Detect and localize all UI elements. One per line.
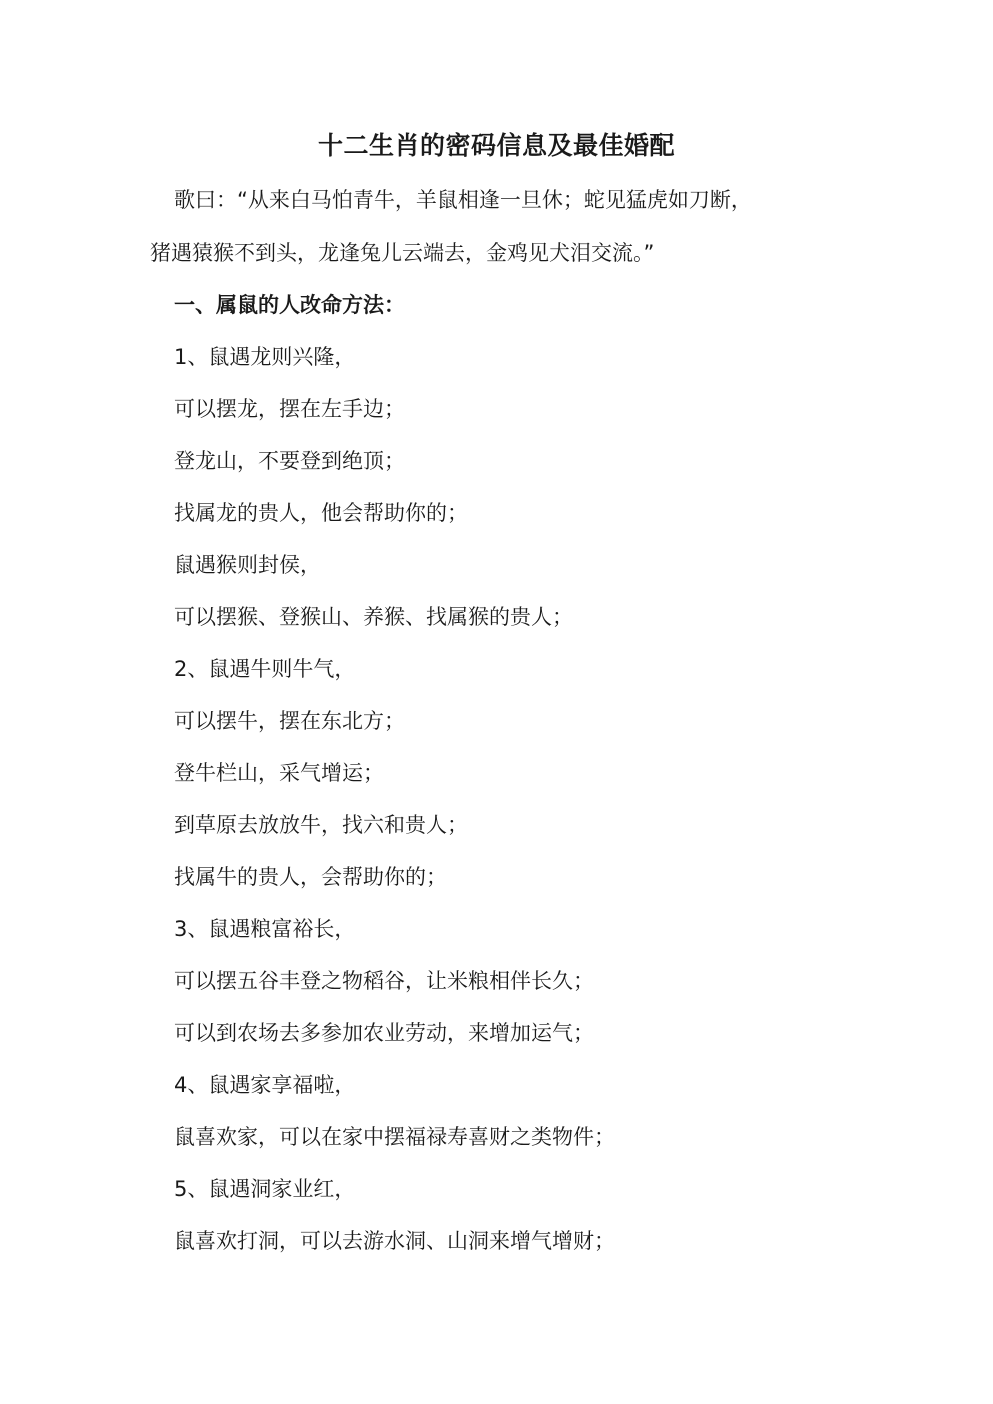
body-line: 鼠喜欢家，可以在家中摆福禄寿喜财之类物件； — [174, 1125, 615, 1149]
body-line: 3、鼠遇粮富裕长， — [174, 917, 356, 941]
body-line: 4、鼠遇家享福啦， — [174, 1073, 356, 1097]
body-line: 到草原去放放牛，找六和贵人； — [174, 813, 468, 837]
verse-line-1: 歌曰：“从来白马怕青牛，羊鼠相逢一旦休；蛇见猛虎如刀断， — [174, 188, 752, 212]
body-line: 登牛栏山，采气增运； — [174, 761, 384, 785]
body-line: 2、鼠遇牛则牛气， — [174, 657, 356, 681]
body-line: 可以到农场去多参加农业劳动，来增加运气； — [174, 1021, 594, 1045]
verse-line-2: 猪遇猿猴不到头，龙逢兔儿云端去，金鸡见犬泪交流。” — [150, 241, 655, 265]
body-line: 登龙山，不要登到绝顶； — [174, 449, 405, 473]
body-line: 可以摆五谷丰登之物稻谷，让米粮相伴长久； — [174, 969, 594, 993]
body-line: 鼠遇猴则封侯， — [174, 553, 321, 577]
body-line: 可以摆龙，摆在左手边； — [174, 397, 405, 421]
body-line: 可以摆猴、登猴山、养猴、找属猴的贵人； — [174, 605, 573, 629]
section-heading: 一、属鼠的人改命方法： — [174, 293, 405, 317]
body-line: 可以摆牛，摆在东北方； — [174, 709, 405, 733]
body-line: 鼠喜欢打洞，可以去游水洞、山洞来增气增财； — [174, 1229, 615, 1253]
body-line: 5、鼠遇洞家业红， — [174, 1177, 356, 1201]
body-line: 1、鼠遇龙则兴隆， — [174, 345, 356, 369]
document-title: 十二生肖的密码信息及最佳婚配 — [317, 131, 675, 160]
body-line: 找属牛的贵人，会帮助你的； — [174, 865, 447, 889]
body-line: 找属龙的贵人，他会帮助你的； — [174, 501, 468, 525]
